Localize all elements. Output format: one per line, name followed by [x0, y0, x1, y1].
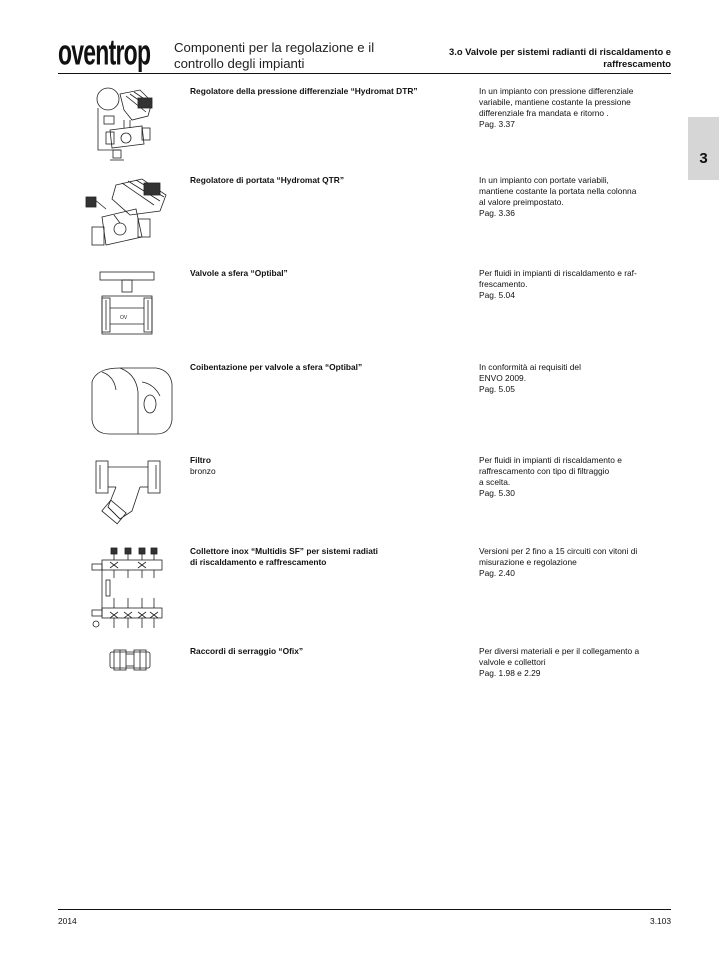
description-line: differenziale fra mandata e ritorno .: [479, 108, 609, 118]
product-description: [479, 546, 669, 579]
manifold-icon: [80, 546, 180, 636]
insulation-shell-icon: [80, 362, 180, 442]
description-line: ENVO 2009.: [479, 373, 527, 383]
description-line: Per fluidi in impianti di riscaldamento e raf-: [479, 268, 637, 278]
page-reference[interactable]: Pag. 1.98 e 2.29: [479, 668, 541, 678]
section-line: 3.o Valvole per sistemi radianti di riscaldamento e: [449, 46, 671, 57]
product-description: [479, 268, 669, 301]
hydromat-dtr-image: [80, 86, 180, 164]
page-reference[interactable]: Pag. 5.30: [479, 488, 515, 498]
valve-drawing-icon: [80, 86, 180, 164]
description-line: misurazione e regolazione: [479, 557, 577, 567]
valve-drawing-icon: [80, 175, 180, 255]
description-line: Per diversi materiali e per il collegamento a: [479, 646, 640, 656]
section-line: raffrescamento: [603, 58, 671, 69]
product-description: [479, 362, 669, 395]
title-line: Componenti per la regolazione e il: [174, 40, 375, 55]
description-line: mantiene costante la portata nella colonna: [479, 186, 637, 196]
product-title: Coibentazione per valvole a sfera “Optibal”: [190, 362, 363, 372]
chapter-number: 3: [699, 150, 708, 167]
product-title: Regolatore della pressione differenziale “Hydromat DTR”: [190, 86, 418, 96]
product-name: [190, 362, 440, 373]
footer-year: 2014: [58, 916, 77, 926]
product-name: [190, 455, 440, 477]
document-title: [174, 40, 404, 72]
description-line: Per fluidi in impianti di riscaldamento e: [479, 455, 622, 465]
description-line: Versioni per 2 fino a 15 circuiti con vitoni di: [479, 546, 638, 556]
optibal-image: [80, 268, 180, 338]
page-reference[interactable]: Pag. 5.04: [479, 290, 515, 300]
title-line: controllo degli impianti: [174, 56, 305, 71]
product-name: [190, 175, 440, 186]
description-line: a scelta.: [479, 477, 511, 487]
product-title: Filtro: [190, 455, 211, 465]
section-heading: [411, 46, 671, 70]
product-name: [190, 646, 440, 657]
description-line: variabile, mantiene costante la pressione: [479, 97, 631, 107]
product-description: [479, 646, 669, 679]
description-line: valvole e collettori: [479, 657, 546, 667]
description-line: In un impianto con portate variabili,: [479, 175, 609, 185]
description-line: In un impianto con pressione differenziale: [479, 86, 634, 96]
page-number: 3.103: [650, 916, 671, 926]
product-name: [190, 546, 440, 568]
description-line: In conformità ai requisiti del: [479, 362, 581, 372]
insulation-image: [80, 362, 180, 442]
product-name: [190, 86, 440, 97]
ofix-image: [80, 646, 180, 672]
footer-divider: [58, 909, 671, 910]
manifold-image: [80, 546, 180, 636]
description-line: raffrescamento con tipo di filtraggio: [479, 466, 610, 476]
description-line: al valore preimpostato.: [479, 197, 564, 207]
y-strainer-icon: [80, 455, 180, 525]
product-subtitle: bronzo: [190, 466, 216, 476]
ball-valve-icon: [80, 268, 180, 338]
compression-fitting-icon: [80, 646, 180, 672]
page-reference[interactable]: Pag. 5.05: [479, 384, 515, 394]
product-description: [479, 455, 669, 499]
product-title: Raccordi di serraggio “Ofix”: [190, 646, 304, 656]
product-name: [190, 268, 440, 279]
page-reference[interactable]: Pag. 2.40: [479, 568, 515, 578]
product-title: Regolatore di portata “Hydromat QTR”: [190, 175, 345, 185]
product-title-line: di riscaldamento e raffrescamento: [190, 557, 327, 567]
page-reference[interactable]: Pag. 3.37: [479, 119, 515, 129]
hydromat-qtr-image: [80, 175, 180, 255]
filter-image: [80, 455, 180, 525]
product-description: [479, 175, 669, 219]
optibal-label: OV: [120, 315, 128, 321]
header-divider: [58, 73, 671, 74]
product-title: Collettore inox “Multidis SF” per sistemi radiati: [190, 546, 379, 556]
logo-text: oventrop: [58, 31, 151, 73]
product-description: [479, 86, 669, 130]
oventrop-logo: [58, 31, 162, 73]
chapter-tab[interactable]: [688, 117, 719, 180]
description-line: frescamento.: [479, 279, 528, 289]
product-title: Valvole a sfera “Optibal”: [190, 268, 288, 278]
page-reference[interactable]: Pag. 3.36: [479, 208, 515, 218]
